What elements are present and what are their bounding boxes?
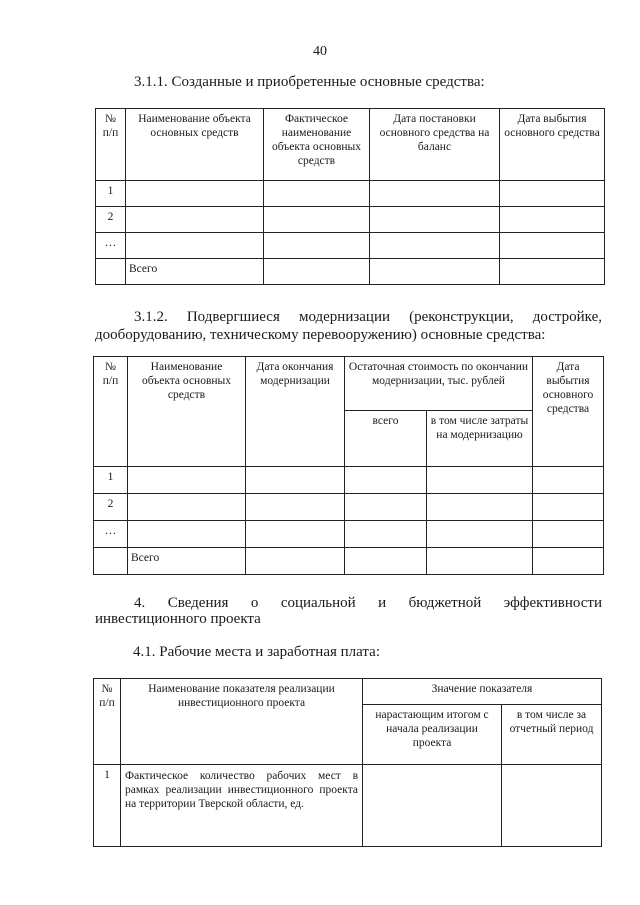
header-modernization-end-date: Дата окончания модернизации [246,357,345,467]
page-number: 40 [313,44,327,59]
table-row [94,765,602,847]
header-date-disposal: Дата выбытия основного средства [533,357,604,467]
header-date-registered: Дата постановки основного средства на баланс [370,109,500,181]
header-indicator-value: Значение показателя [363,679,602,705]
total-label: Всего [126,259,264,285]
table-row [96,181,605,207]
section-3-1-2-heading-line1: 3.1.2. Подвергшиеся модернизации (реконструкции, достройке, [134,309,602,325]
row-num: 2 [94,494,128,521]
jobs-salary-table [93,678,602,847]
header-reporting-period: в том числе за отчетный период [502,705,602,765]
header-residual-total: всего [345,411,427,467]
header-residual-value: Остаточная стоимость по окончании модернизации, тыс. рублей [345,357,533,411]
header-asset-name: Наименование объекта основных средств [126,109,264,181]
section-4-1-heading: 4.1. Рабочие места и заработная плата: [133,644,380,660]
table-row-total [96,259,605,285]
fixed-assets-modernized-table [93,356,604,575]
section-4-heading-line1: 4. Сведения о социальной и бюджетной эффективности [134,595,602,611]
header-asset-name: Наименование объекта основных средств [128,357,246,467]
section-3-1-1-heading: 3.1.1. Созданные и приобретенные основные средства: [134,74,485,90]
table-row [94,521,604,548]
row-num: 1 [94,765,121,847]
row-num: … [94,521,128,548]
row-indicator-text: Фактическое количество рабочих мест в рамках реализации инвестиционного проекта на территории Тверской области, ед. [121,765,363,847]
header-residual-modernization-costs: в том числе затраты на модернизацию [427,411,533,467]
row-num: 1 [94,467,128,494]
row-num: 2 [96,207,126,233]
table-row [96,233,605,259]
header-date-disposal: Дата выбытия основного средства [500,109,605,181]
row-num: 1 [96,181,126,207]
header-num: № п/п [94,357,128,467]
table-row [96,207,605,233]
table-row-total [94,548,604,575]
header-num: № п/п [94,679,121,765]
table-row [94,494,604,521]
header-indicator-name: Наименование показателя реализации инвестиционного проекта [121,679,363,765]
fixed-assets-created-table [95,108,605,285]
header-num: № п/п [96,109,126,181]
row-num: … [96,233,126,259]
header-cumulative: нарастающим итогом с начала реализации проекта [363,705,502,765]
section-3-1-2-heading-line2: дооборудованию, техническому перевооружению) основные средства: [95,327,546,343]
table-row [94,467,604,494]
header-actual-name: Фактическое наименование объекта основных средств [264,109,370,181]
total-label: Всего [128,548,246,575]
section-4-heading-line2: инвестиционного проекта [95,611,261,627]
